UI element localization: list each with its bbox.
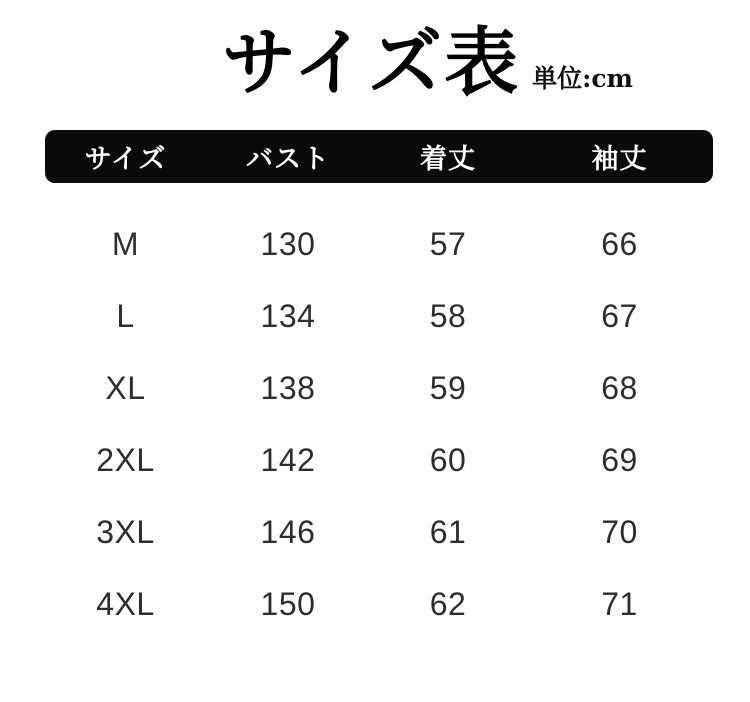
header-cell-length: 着丈 xyxy=(420,144,476,175)
header-cell-bust: バスト xyxy=(246,144,330,175)
table-row xyxy=(45,352,713,424)
page-title: サイズ表 xyxy=(222,20,521,106)
cell-size: 3XL xyxy=(96,513,155,550)
cell-bust: 150 xyxy=(260,585,316,622)
cell-bust: 138 xyxy=(260,369,316,406)
cell-sleeve: 68 xyxy=(601,369,638,406)
cell-size: 4XL xyxy=(96,585,155,622)
cell-bust: 146 xyxy=(260,513,316,550)
cell-size: M xyxy=(111,225,140,262)
cell-length: 62 xyxy=(429,585,467,622)
header-cell-size: サイズ xyxy=(84,144,167,175)
page-title-row xyxy=(0,0,750,106)
cell-length: 61 xyxy=(429,513,467,550)
header-cell-sleeve: 袖丈 xyxy=(591,144,648,175)
table-row xyxy=(45,568,713,640)
table-row xyxy=(45,496,713,568)
cell-length: 60 xyxy=(429,441,467,478)
cell-size: 2XL xyxy=(96,441,155,478)
cell-bust: 134 xyxy=(260,297,316,334)
cell-sleeve: 70 xyxy=(601,513,638,550)
cell-sleeve: 71 xyxy=(601,585,638,622)
cell-size: L xyxy=(116,297,135,334)
cell-length: 57 xyxy=(429,225,467,262)
cell-sleeve: 69 xyxy=(601,441,638,478)
cell-length: 59 xyxy=(429,369,467,406)
cell-sleeve: 67 xyxy=(601,297,638,334)
cell-bust: 130 xyxy=(260,225,316,262)
table-row xyxy=(45,424,713,496)
cell-size: XL xyxy=(105,369,146,406)
table-body xyxy=(45,208,713,640)
cell-length: 58 xyxy=(429,297,467,334)
cell-bust: 142 xyxy=(260,441,316,478)
cell-sleeve: 66 xyxy=(601,225,638,262)
table-header-bar xyxy=(45,130,713,183)
table-row xyxy=(45,280,713,352)
table-row xyxy=(45,208,713,280)
unit-label: 単位:cm xyxy=(532,64,633,93)
